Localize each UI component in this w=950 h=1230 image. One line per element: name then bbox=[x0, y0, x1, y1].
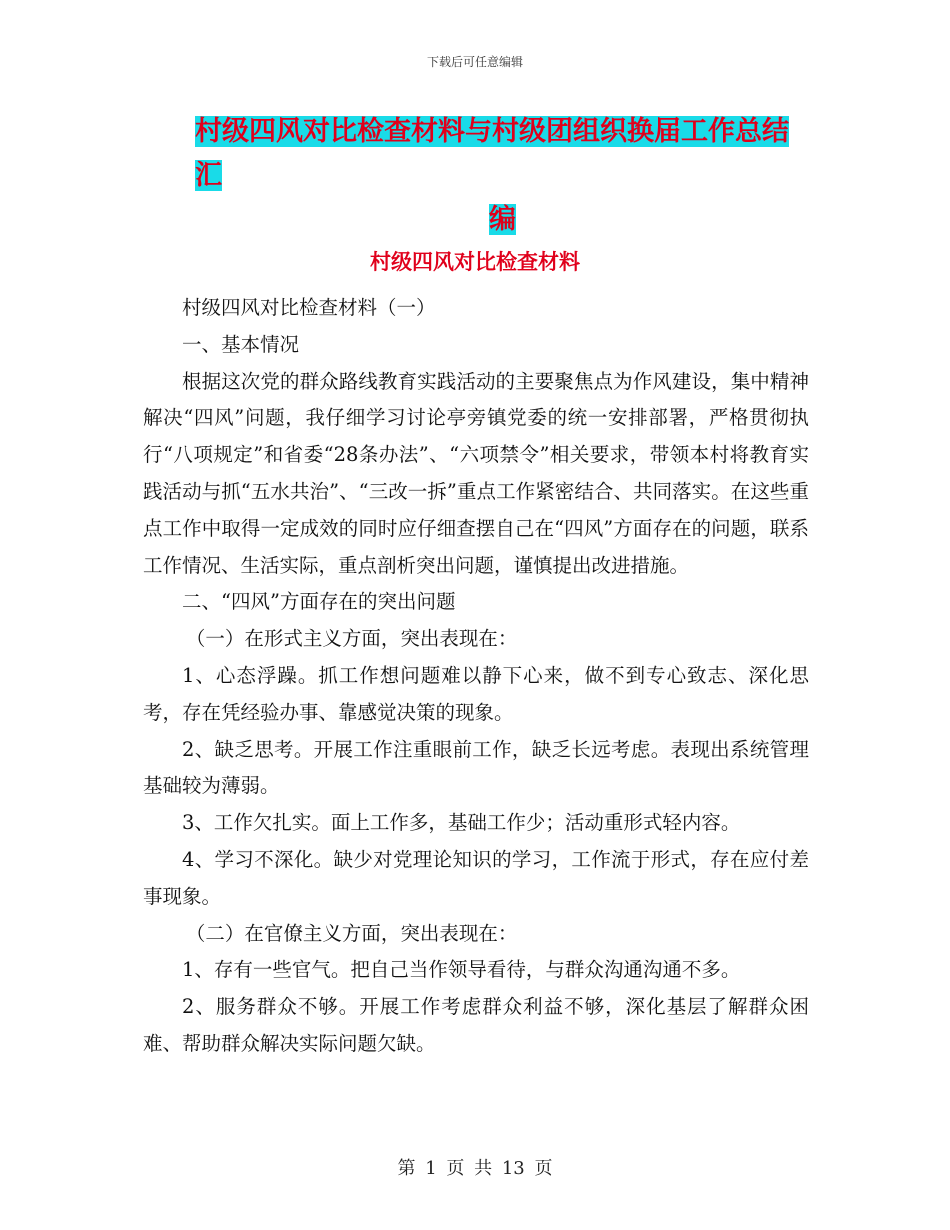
paragraph: 1、心态浮躁。抓工作想问题难以静下心来，做不到专心致志、深化思考，存在凭经验办事、靠感觉决策的现象。 bbox=[143, 663, 809, 724]
paragraph: 一、基本情况 bbox=[182, 332, 300, 356]
paragraph: 1、存有一些官气。把自己当作领导看待，与群众沟通沟通不多。 bbox=[182, 958, 741, 982]
header-note: 下载后可任意编辑 bbox=[426, 55, 523, 69]
paragraph: 3、工作欠扎实。面上工作多，基础工作少；活动重形式轻内容。 bbox=[182, 811, 741, 835]
document-body bbox=[143, 290, 809, 1063]
paragraph: 二、“四风”方面存在的突出问题 bbox=[182, 590, 456, 614]
paragraph: （二）在官僚主义方面，突出表现在： bbox=[185, 921, 518, 945]
paragraph: 2、缺乏思考。开展工作注重眼前工作，缺乏长远考虑。表现出系统管理基础较为薄弱。 bbox=[143, 737, 809, 798]
title-line-2: 编 bbox=[489, 204, 516, 235]
page-footer: 第 1 页 共 13 页 bbox=[397, 1158, 553, 1179]
paragraph: （一）在形式主义方面，突出表现在： bbox=[185, 627, 518, 651]
paragraph: 村级四风对比检查材料（一） bbox=[182, 296, 436, 319]
section-title: 村级四风对比检查材料 bbox=[370, 250, 580, 274]
paragraph: 4、学习不深化。缺少对党理论知识的学习，工作流于形式，存在应付差事现象。 bbox=[143, 847, 809, 908]
paragraph: 2、服务群众不够。开展工作考虑群众利益不够，深化基层了解群众困难、帮助群众解决实际问题欠缺。 bbox=[143, 995, 809, 1055]
title-line-1: 村级四风对比检查材料与村级团组织换届工作总结汇 bbox=[195, 116, 789, 191]
document-title bbox=[195, 110, 810, 242]
paragraph: 根据这次党的群众路线教育实践活动的主要聚焦点为作风建设，集中精神解决“四风”问题，我仔细学习讨论亭旁镇党委的统一安排部署，严格贯彻执行“八项规定”和省委“28条办法”、“六项禁令”相关要求，带领本村将教育实践活动与抓“五水共治”、“三改一拆”重点工作紧密结合、共同落实。在这些重点工作中取得一定成效的同时应仔细查摆自己在“四风”方面存在的问题，联系工作情况、生活实际，重点剖析突出问题，谨慎提出改进措施。 bbox=[143, 369, 809, 577]
